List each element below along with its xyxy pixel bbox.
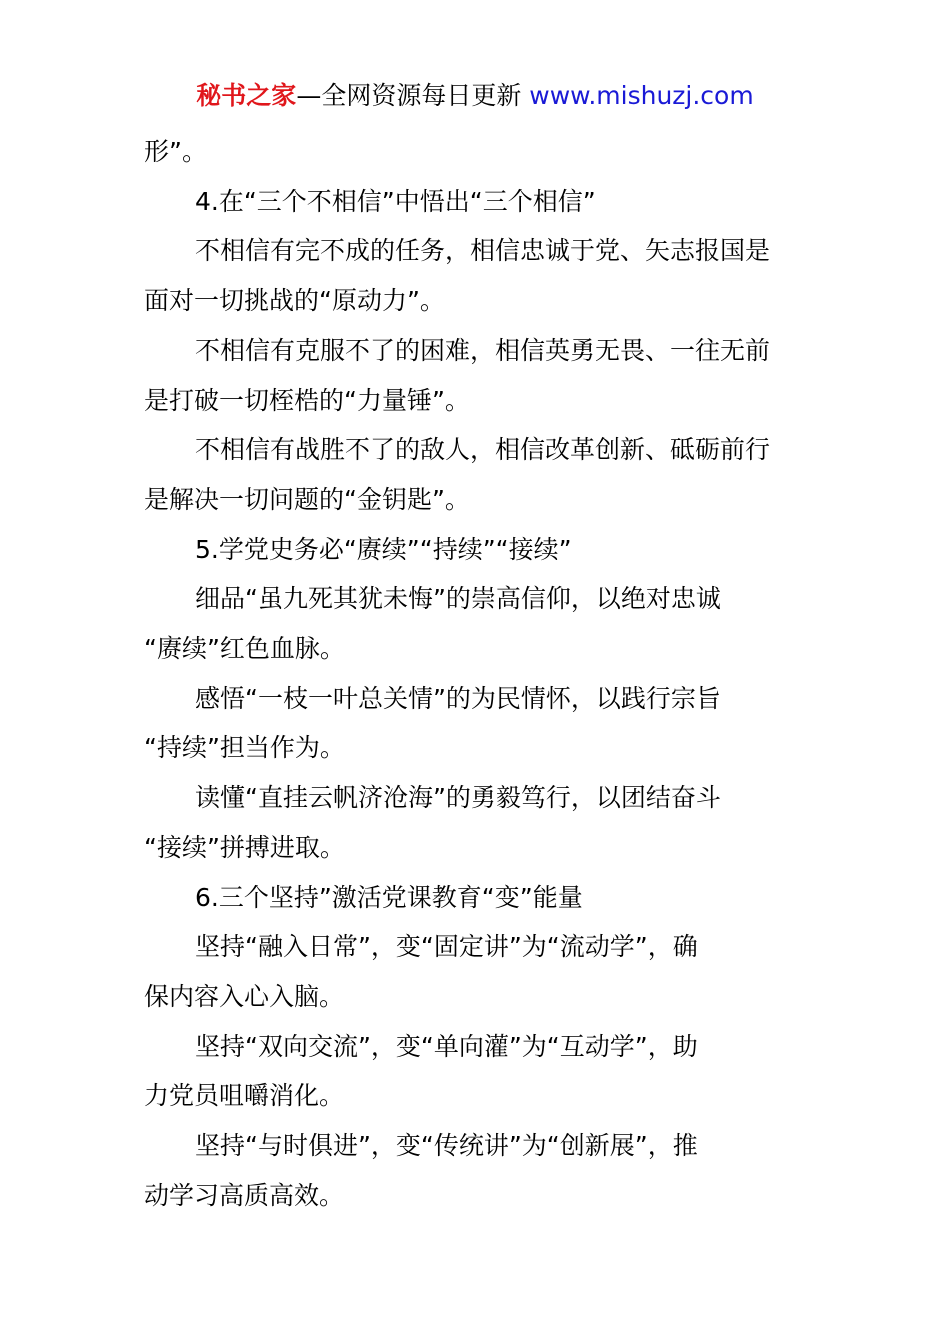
paragraph-line: 不相信有克服不了的困难，相信英勇无畏、一往无前 xyxy=(195,335,771,365)
brand-name: 秘书之家 xyxy=(196,81,297,110)
paragraph-line: 感悟“一枝一叶总关情”的为民情怀，以践行宗旨 xyxy=(195,683,721,713)
paragraph-line: 不相信有完不成的任务，相信忠诚于党、矢志报国是 xyxy=(195,236,771,266)
continuation-line: 形”。 xyxy=(144,137,207,166)
section-heading-4: 4.在“三个不相信”中悟出“三个相信” xyxy=(195,186,596,216)
paragraph-line: “持续”担当作为。 xyxy=(144,733,345,763)
paragraph-line: 动学习高质高效。 xyxy=(144,1180,345,1210)
section-heading-6: 6.三个坚持”激活党课教育“变”能量 xyxy=(195,882,583,912)
paragraph-line: 坚持“融入日常”，变“固定讲”为“流动学”，确 xyxy=(195,932,698,962)
paragraph-line: 细品“虽九死其犹未悔”的崇高信仰，以绝对忠诚 xyxy=(195,584,721,614)
header-slogan: 全网资源每日更新 xyxy=(321,81,522,110)
paragraph-line: 坚持“与时俱进”，变“传统讲”为“创新展”，推 xyxy=(195,1131,698,1161)
paragraph-line: 保内容入心入脑。 xyxy=(144,981,345,1011)
document-body xyxy=(144,127,814,1220)
header-separator: — xyxy=(296,81,322,110)
section-heading-5: 5.学党史务必“赓续”“持续”“接续” xyxy=(195,534,572,564)
site-header xyxy=(0,80,950,112)
paragraph-line: “接续”拼搏进取。 xyxy=(144,832,345,862)
paragraph-line: 读懂“直挂云帆济沧海”的勇毅笃行，以团结奋斗 xyxy=(195,783,721,813)
paragraph-line: 不相信有战胜不了的敌人，相信改革创新、砥砺前行 xyxy=(195,435,771,465)
paragraph-line: 面对一切挑战的“原动力”。 xyxy=(144,286,445,316)
paragraph-line: 是打破一切桎梏的“力量锤”。 xyxy=(144,385,470,415)
paragraph-line: 坚持“双向交流”，变“单向灌”为“互动学”，助 xyxy=(195,1031,698,1061)
paragraph-line: 力党员咀嚼消化。 xyxy=(144,1081,345,1111)
paragraph-line: 是解决一切问题的“金钥匙”。 xyxy=(144,484,470,514)
paragraph-line: “赓续”红色血脉。 xyxy=(144,634,345,664)
site-url-link[interactable]: www.mishuzj.com xyxy=(529,81,754,110)
